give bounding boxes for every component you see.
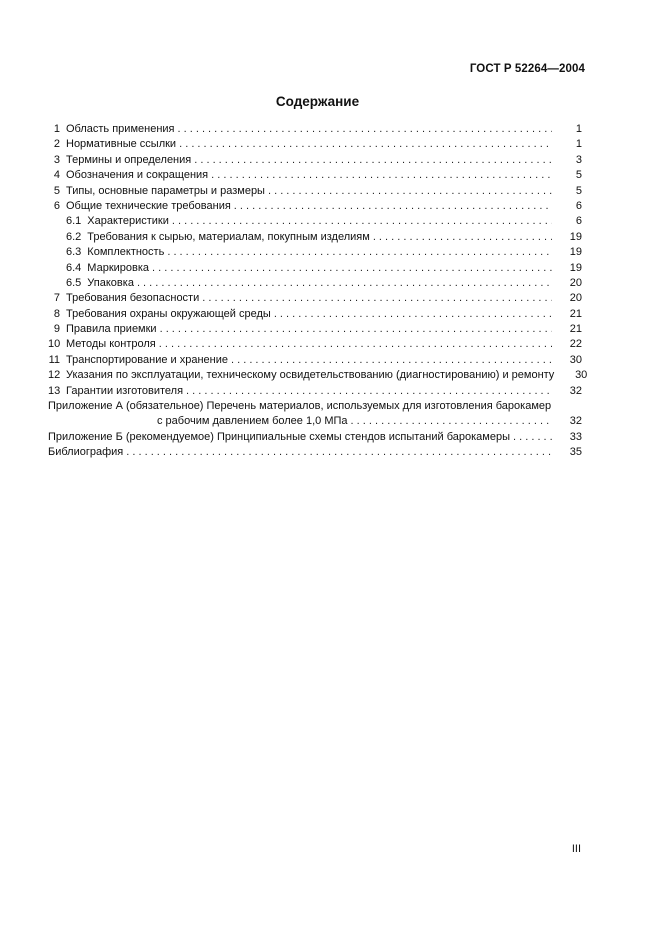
toc-item-number: 7 <box>53 292 60 305</box>
toc-item[interactable] <box>48 337 582 352</box>
toc-item[interactable] <box>48 368 588 383</box>
toc-leader <box>373 230 552 245</box>
toc-leader <box>126 445 552 460</box>
toc-item-page: 21 <box>569 323 582 336</box>
toc-item-label: Требования безопасности <box>66 292 200 305</box>
toc-item-number: 6.1 <box>66 215 82 228</box>
toc-leader <box>152 261 552 276</box>
toc-leader <box>513 430 552 445</box>
toc-item-number: 6.2 <box>66 230 82 243</box>
toc-item-label: Гарантии изготовителя <box>66 384 184 397</box>
toc-item-label: Указания по эксплуатации, техническому освидетельствованию (диагностированию) и ремонту <box>66 369 555 382</box>
toc-item-page: 6 <box>575 215 582 228</box>
toc-item-page: 30 <box>575 369 588 382</box>
toc-item-page: 1 <box>575 138 582 151</box>
toc-item-page: 5 <box>575 169 582 182</box>
toc-subitem[interactable] <box>48 245 582 260</box>
toc-item-label: Нормативные ссылки <box>66 138 177 151</box>
toc-item-label: Характеристики <box>87 215 169 228</box>
toc-item[interactable] <box>48 199 582 214</box>
toc-item-label: Упаковка <box>87 276 134 289</box>
table-of-contents <box>48 122 588 461</box>
toc-item-number: 1 <box>53 123 60 135</box>
toc-item-page: 33 <box>569 430 582 443</box>
toc-item-number: 13 <box>48 384 61 397</box>
toc-leader <box>159 337 552 352</box>
toc-leader <box>211 168 552 183</box>
toc-item[interactable] <box>48 137 582 152</box>
toc-leader <box>274 307 552 322</box>
toc-leader <box>160 322 552 337</box>
toc-item[interactable] <box>48 353 582 368</box>
toc-subitem[interactable] <box>48 230 582 245</box>
toc-item-page: 32 <box>569 415 582 428</box>
toc-subitem[interactable] <box>48 276 582 291</box>
toc-item-label: Маркировка <box>87 261 150 274</box>
toc-item-number: 6.3 <box>66 246 82 259</box>
toc-leader <box>172 214 552 229</box>
toc-item-label: Общие технические требования <box>66 199 231 212</box>
toc-item-label: Комплектность <box>87 246 165 259</box>
toc-item-label: Область применения <box>66 123 175 135</box>
toc-item-number: 2 <box>53 138 60 151</box>
toc-bibliography[interactable] <box>48 445 582 460</box>
toc-item-page: 21 <box>569 307 582 320</box>
toc-leader <box>167 245 552 260</box>
toc-item[interactable] <box>48 153 582 168</box>
toc-item-number: 4 <box>53 169 60 182</box>
toc-item-label: Типы, основные параметры и размеры <box>66 184 265 197</box>
toc-subitem[interactable] <box>48 261 582 276</box>
toc-item[interactable] <box>48 322 582 337</box>
toc-leader <box>179 137 552 152</box>
toc-item[interactable] <box>48 122 582 137</box>
toc-item-number: 9 <box>53 323 60 336</box>
toc-item-page: 6 <box>575 199 582 212</box>
toc-item-page: 20 <box>569 292 582 305</box>
page-number: III <box>571 843 581 855</box>
toc-item[interactable] <box>48 168 582 183</box>
toc-item-number: 11 <box>48 353 60 366</box>
toc-leader <box>194 153 552 168</box>
toc-leader <box>231 353 552 368</box>
toc-item-page: 22 <box>569 338 582 351</box>
toc-item-page: 1 <box>575 123 582 135</box>
document-code: ГОСТ Р 52264—2004 <box>469 63 585 75</box>
toc-item-label: Термины и определения <box>66 153 192 166</box>
toc-item-label: Транспортирование и хранение <box>66 353 228 366</box>
toc-item-page: 19 <box>569 246 582 259</box>
toc-item-page: 5 <box>575 184 582 197</box>
toc-item-number: 5 <box>53 184 60 197</box>
toc-item-number: 10 <box>48 338 61 351</box>
toc-item[interactable] <box>48 384 582 399</box>
toc-appendix-b[interactable] <box>48 430 582 445</box>
toc-item-page: 19 <box>569 261 582 274</box>
toc-item-label: Обозначения и сокращения <box>66 169 209 182</box>
toc-item-page: 19 <box>569 230 582 243</box>
toc-item-page: 20 <box>569 276 582 289</box>
toc-item-page: 30 <box>569 353 582 366</box>
toc-item-number: 6.4 <box>66 261 82 274</box>
toc-leader <box>268 184 552 199</box>
toc-appendix-a-title: Приложение А (обязательное) Перечень материалов, используемых для изготовления барокамер <box>48 400 552 413</box>
toc-item[interactable] <box>48 291 582 306</box>
toc-leader <box>178 122 553 137</box>
toc-appendix-a-continuation[interactable] <box>48 414 582 429</box>
toc-appendix-a-title-cont: с рабочим давлением более 1,0 МПа <box>157 415 348 428</box>
toc-item-number: 12 <box>48 369 61 382</box>
toc-bibliography-title: Библиография <box>48 446 124 459</box>
toc-leader <box>186 384 552 399</box>
toc-title: Содержание <box>275 94 360 109</box>
toc-item-page: 32 <box>569 384 582 397</box>
toc-item[interactable] <box>48 307 582 322</box>
toc-leader <box>234 199 552 214</box>
toc-item[interactable] <box>48 184 582 199</box>
toc-item-number: 6 <box>53 199 60 212</box>
toc-item-number: 6.5 <box>66 276 82 289</box>
toc-item-page: 35 <box>569 446 582 459</box>
toc-appendix-b-title: Приложение Б (рекомендуемое) Принципиальные схемы стендов испытаний барокамеры <box>48 430 510 443</box>
toc-item-number: 8 <box>53 307 60 320</box>
toc-item-page: 3 <box>575 153 582 166</box>
toc-leader <box>202 291 552 306</box>
toc-subitem[interactable] <box>48 214 582 229</box>
toc-item-label: Требования охраны окружающей среды <box>66 307 271 320</box>
toc-item-label: Правила приемки <box>66 323 157 336</box>
toc-appendix-a[interactable] <box>48 399 582 414</box>
toc-leader <box>137 276 552 291</box>
toc-item-number: 3 <box>53 153 60 166</box>
toc-leader <box>351 414 552 429</box>
toc-item-label: Требования к сырью, материалам, покупным изделиям <box>87 230 370 243</box>
toc-item-label: Методы контроля <box>66 338 156 351</box>
